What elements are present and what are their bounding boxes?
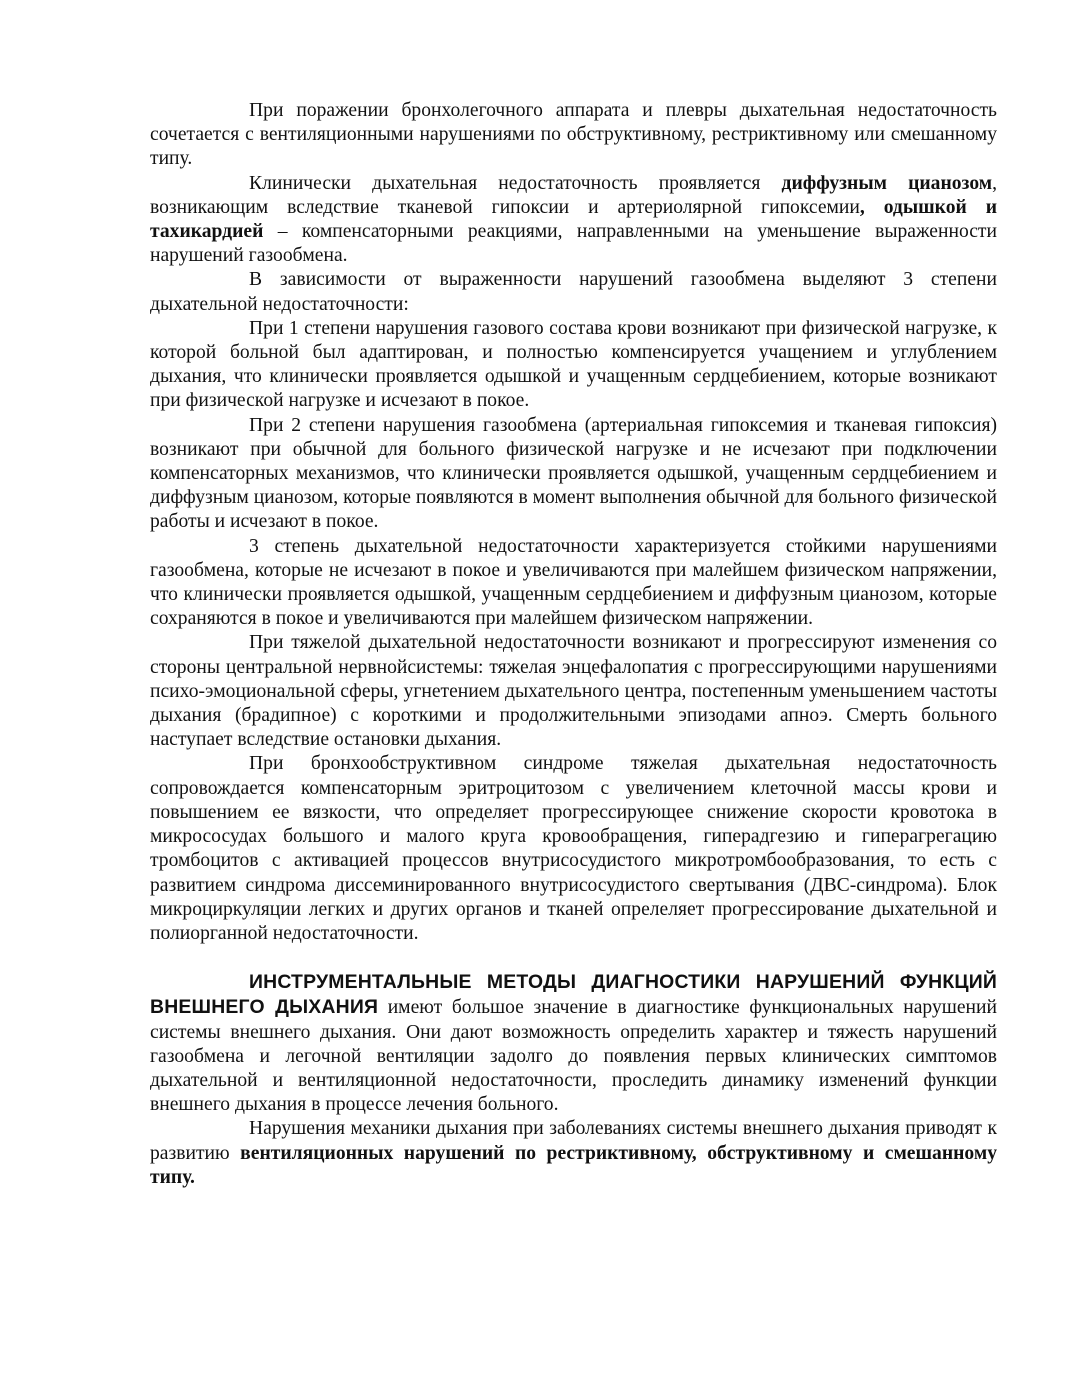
paragraph-severe-insufficiency: При тяжелой дыхательной недостаточности возникают и прогрессируют изменения со стороны центральной нервнойсистемы: тяжелая энцефалопатия с прогрессирующими нарушениями психо-эмоциональной сферы, угнетением дыхательного центра, постепенным уменьшением частоты дыхания (брадипное) с короткими и продолжительными эпизодами апноэ. Смерть больного наступает вследствие остановки дыхания. (150, 632, 997, 751)
text-run: Нарушения механики дыхания при заболеваниях системы внешнего дыхания приводят к развитию (150, 1118, 997, 1164)
text-run: – компенсаторными реакциями, направленными на уменьшение выраженности нарушений газообмена. (150, 221, 997, 267)
section-heading-instrumental-methods: ИНСТРУМЕНТАЛЬНЫЕ МЕТОДЫ ДИАГНОСТИКИ НАРУШЕНИЙ ФУНКЦИЙ ВНЕШНЕГО ДЫХАНИЯ (150, 971, 997, 1019)
bold-term-dyspnea-tachycardia: , одышкой и тахикардией (150, 196, 997, 243)
paragraph-degrees-intro: В зависимости от выраженности нарушений газообмена выделяют 3 степени дыхательной недостаточности: (150, 269, 997, 315)
paragraph-degree-1: При 1 степени нарушения газового состава крови возникают при физической нагрузке, к которой больной был адаптирован, и полностью компенсируется учащением и углублением дыхания, что клинически проявляется одышкой и учащенным сердцебиением, которые возникают при физической нагрузке и исчезают в покое. (150, 317, 997, 412)
text-run: Клинически дыхательная недостаточность проявляется (249, 172, 782, 194)
paragraph-degree-2: При 2 степени нарушения газообмена (артериальная гипоксемия и тканевая гипоксия) возникают при обычной для больного физической нагрузке и не исчезают при подключении компенсаторных механизмов, что клинически проявляется одышкой, учащенным сердцебиением и диффузным цианозом, которые появляются в момент выполнения обычной для больного физической работы и исчезают в покое. (150, 414, 997, 533)
paragraph-instrumental-methods (150, 970, 997, 1117)
paragraph-respiratory-lesion: При поражении бронхолегочного аппарата и плевры дыхательная недостаточность сочетается с вентиляционными нарушениями по обструктивному, рестриктивному или смешанному типу. (150, 100, 997, 170)
bold-term-cyanosis: диффузным цианозом (781, 172, 993, 194)
text-run: , возникающим вследствие тканевой гипоксии и артериолярной гипоксемии (150, 172, 997, 218)
paragraph-bronchoobstructive: При бронхообструктивном синдроме тяжелая дыхательная недостаточность сопровождается компенсаторным эритроцитозом с увеличением клеточной массы крови и повышением ее вязкости, что определяет прогрессирующее снижение скорости кровотока в микрососудах большого и малого круга кровообращения, гиперадгезию и гиперагрегацию тромбоцитов с активацией процессов внутрисосудистого микротромбообразования, то есть с развитием синдрома диссеминированного внутрисосудистого свертывания (ДВС-синдрома). Блок микроциркуляции легких и других органов и тканей опрелеляет прогрессирование дыхательной и полиорганной недостаточности. (150, 753, 997, 944)
bold-term-ventilation-types: вентиляционных нарушений по рестриктивному, обструктивному и смешанному типу. (150, 1142, 997, 1188)
document-page (150, 99, 997, 1190)
paragraph-clinical-signs (150, 172, 997, 269)
paragraph-degree-3: 3 степень дыхательной недостаточности характеризуется стойкими нарушениями газообмена, которые не исчезают в покое и увеличиваются при малейшем физическом напряжении, что клинически проявляется одышкой, учащенным сердцебиением и диффузным цианозом, которые сохраняются в покое и увеличиваются при малейшем физическом напряжении. (150, 535, 997, 630)
paragraph-gap (150, 946, 997, 970)
text-run: имеют большое значение в диагностике функциональных нарушений системы внешнего дыхания. Они дают возможность определить характер и тяжесть нарушений газообмена и легочной вентиляции задолго до появления первых клинических симптомов дыхательной и вентиляционной недостаточности, проследить динамику изменений функции внешнего дыхания в процессе лечения больного. (150, 997, 997, 1116)
paragraph-mechanics-disorders (150, 1117, 997, 1190)
